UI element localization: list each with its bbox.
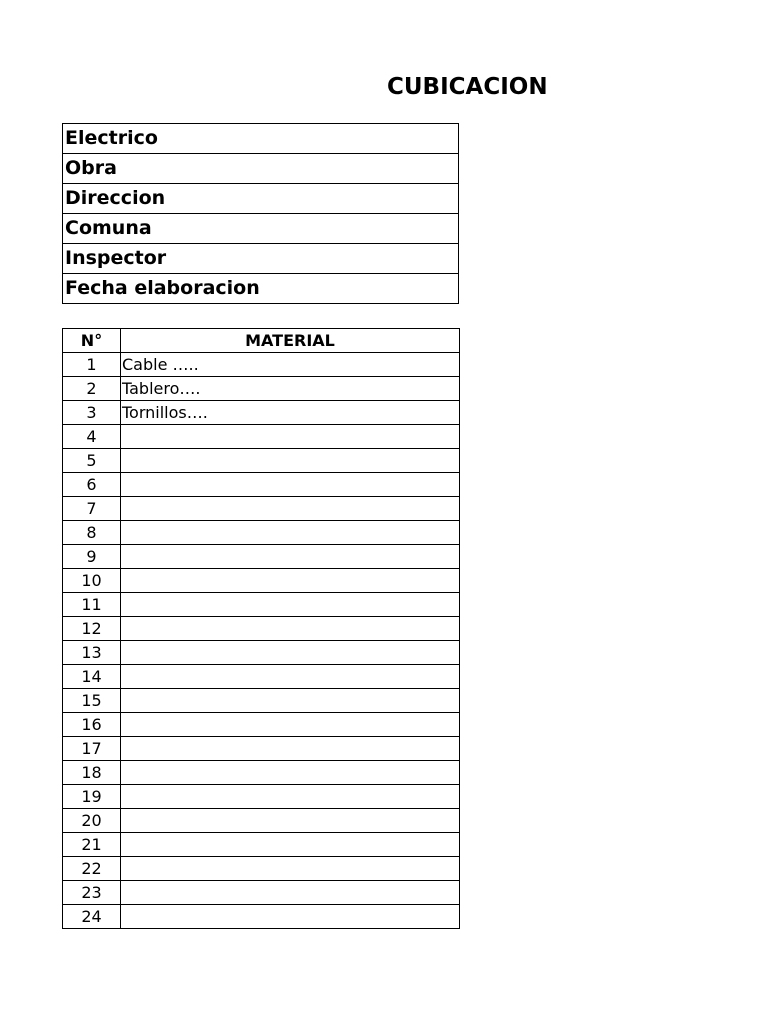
materials-table-body xyxy=(63,353,460,929)
row-material xyxy=(121,737,460,761)
table-row xyxy=(63,641,460,665)
table-row xyxy=(63,785,460,809)
table-row xyxy=(63,353,460,377)
info-row xyxy=(63,124,459,154)
info-table-body xyxy=(63,124,459,304)
info-label: Electrico xyxy=(63,124,459,154)
row-number: 14 xyxy=(63,665,121,689)
row-number: 13 xyxy=(63,641,121,665)
table-row xyxy=(63,521,460,545)
row-material xyxy=(121,569,460,593)
row-number: 21 xyxy=(63,833,121,857)
info-label: Obra xyxy=(63,154,459,184)
header-material: MATERIAL xyxy=(121,329,460,353)
table-row xyxy=(63,809,460,833)
row-material xyxy=(121,713,460,737)
row-number: 19 xyxy=(63,785,121,809)
row-material xyxy=(121,785,460,809)
row-material xyxy=(121,425,460,449)
info-label: Inspector xyxy=(63,244,459,274)
table-row xyxy=(63,425,460,449)
table-row xyxy=(63,377,460,401)
row-material xyxy=(121,833,460,857)
table-row xyxy=(63,761,460,785)
table-row xyxy=(63,473,460,497)
info-label: Fecha elaboracion xyxy=(63,274,459,304)
row-material xyxy=(121,905,460,929)
row-number: 18 xyxy=(63,761,121,785)
info-row xyxy=(63,184,459,214)
table-row xyxy=(63,689,460,713)
row-number: 24 xyxy=(63,905,121,929)
table-row xyxy=(63,569,460,593)
row-material xyxy=(121,545,460,569)
row-number: 3 xyxy=(63,401,121,425)
row-material: Cable ….. xyxy=(121,353,460,377)
row-number: 6 xyxy=(63,473,121,497)
row-number: 10 xyxy=(63,569,121,593)
info-label: Direccion xyxy=(63,184,459,214)
row-number: 5 xyxy=(63,449,121,473)
table-row xyxy=(63,905,460,929)
info-row xyxy=(63,214,459,244)
row-material xyxy=(121,449,460,473)
title-clip xyxy=(380,70,548,110)
table-row xyxy=(63,593,460,617)
row-number: 12 xyxy=(63,617,121,641)
row-number: 23 xyxy=(63,881,121,905)
materials-table-head xyxy=(63,329,460,353)
info-row xyxy=(63,274,459,304)
info-label: Comuna xyxy=(63,214,459,244)
row-material xyxy=(121,593,460,617)
row-number: 11 xyxy=(63,593,121,617)
row-material: Tornillos…. xyxy=(121,401,460,425)
row-number: 9 xyxy=(63,545,121,569)
info-row xyxy=(63,244,459,274)
row-material xyxy=(121,473,460,497)
row-material xyxy=(121,665,460,689)
row-material: Tablero…. xyxy=(121,377,460,401)
row-material xyxy=(121,641,460,665)
row-number: 16 xyxy=(63,713,121,737)
row-material xyxy=(121,689,460,713)
row-number: 22 xyxy=(63,857,121,881)
row-number: 7 xyxy=(63,497,121,521)
row-number: 4 xyxy=(63,425,121,449)
table-row xyxy=(63,881,460,905)
header-row xyxy=(63,329,460,353)
row-material xyxy=(121,617,460,641)
row-number: 15 xyxy=(63,689,121,713)
table-row xyxy=(63,545,460,569)
table-row xyxy=(63,737,460,761)
info-table xyxy=(62,123,459,304)
info-row xyxy=(63,154,459,184)
table-row xyxy=(63,857,460,881)
row-number: 8 xyxy=(63,521,121,545)
row-material xyxy=(121,521,460,545)
row-material xyxy=(121,497,460,521)
row-material xyxy=(121,809,460,833)
row-number: 17 xyxy=(63,737,121,761)
table-row xyxy=(63,713,460,737)
document-title: CUBICACION xyxy=(387,74,548,100)
table-row xyxy=(63,833,460,857)
table-row xyxy=(63,497,460,521)
table-row xyxy=(63,401,460,425)
row-number: 2 xyxy=(63,377,121,401)
table-row xyxy=(63,665,460,689)
header-number: N° xyxy=(63,329,121,353)
row-material xyxy=(121,857,460,881)
table-row xyxy=(63,617,460,641)
row-number: 20 xyxy=(63,809,121,833)
row-material xyxy=(121,761,460,785)
materials-table xyxy=(62,328,460,929)
row-material xyxy=(121,881,460,905)
row-number: 1 xyxy=(63,353,121,377)
table-row xyxy=(63,449,460,473)
